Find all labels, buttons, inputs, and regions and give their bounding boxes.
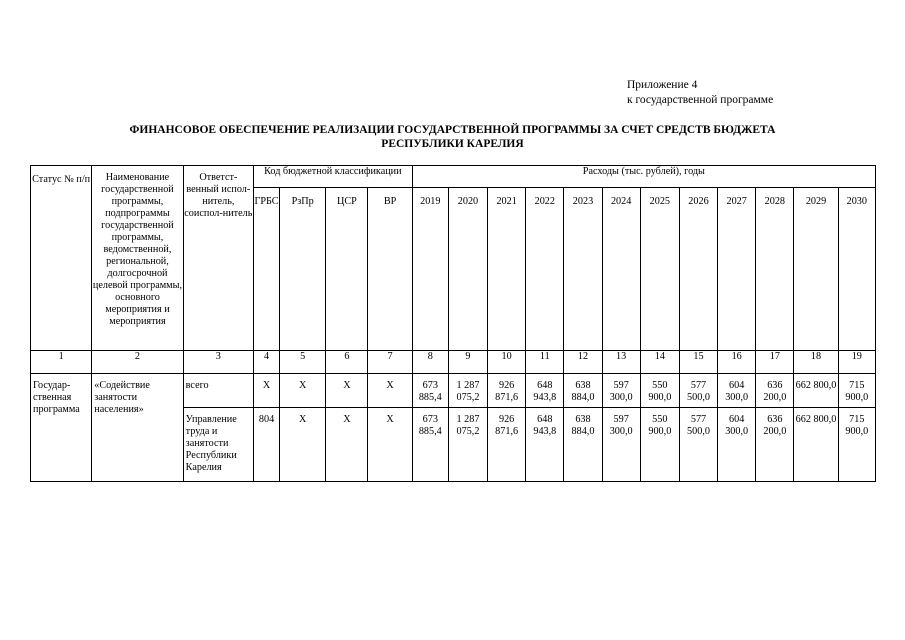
expense-cell: 577 500,0 [679,374,717,408]
expense-cell: 673 885,4 [412,408,448,482]
header-expenses-group: Расходы (тыс. рублей), годы [412,166,875,188]
appendix-line-2: к государственной программе [627,94,774,106]
column-number: 6 [326,351,368,374]
expense-cell: 662 800,0 [794,408,838,482]
header-responsible: Ответст-венный испол-нитель, соиспол-нитель [183,166,253,351]
column-number: 8 [412,351,448,374]
expense-cell: 550 900,0 [640,374,679,408]
expense-cell: 636 200,0 [756,374,794,408]
table-row [31,374,876,408]
expense-cell: 673 885,4 [412,374,448,408]
header-year: 2020 [448,188,487,351]
kbk-cell: Х [326,408,368,482]
header-year: 2026 [679,188,717,351]
expense-cell: 577 500,0 [679,408,717,482]
header-year: 2023 [564,188,602,351]
expense-cell: 1 287 075,2 [448,374,487,408]
kbk-cell: Х [280,408,326,482]
header-year: 2024 [602,188,640,351]
column-number: 1 [31,351,92,374]
header-year: 2019 [412,188,448,351]
header-year: 2028 [756,188,794,351]
kbk-cell: Х [326,374,368,408]
financing-table [30,165,876,482]
expense-cell: 636 200,0 [756,408,794,482]
document-title [0,123,905,151]
appendix-header [627,78,773,108]
header-year: 2022 [526,188,564,351]
document-title-line-2: РЕСПУБЛИКИ КАРЕЛИЯ [381,138,524,150]
column-number: 18 [794,351,838,374]
appendix-line-1: Приложение 4 [627,79,698,91]
header-year: 2027 [718,188,756,351]
column-number: 5 [280,351,326,374]
column-number: 2 [92,351,183,374]
expense-cell: 638 884,0 [564,374,602,408]
kbk-cell: Х [368,374,412,408]
column-number: 9 [448,351,487,374]
column-number: 19 [838,351,875,374]
column-number: 10 [488,351,526,374]
column-number: 14 [640,351,679,374]
expense-cell: 926 871,6 [488,408,526,482]
column-number: 11 [526,351,564,374]
expense-cell: 648 943,8 [526,408,564,482]
header-year: 2021 [488,188,526,351]
expense-cell: 604 300,0 [718,408,756,482]
column-number-row [31,351,876,374]
header-kbk-csr: ЦСР [326,188,368,351]
header-kbk-grbs: ГРБС [253,188,279,351]
header-year: 2030 [838,188,875,351]
column-number: 4 [253,351,279,374]
header-name: Наименование государственной программы, подпрограммы государственной программы, ведомственной, региональной, долгосрочной целевой программы, основного мероприятия и мероприятия [92,166,183,351]
column-number: 13 [602,351,640,374]
expense-cell: 597 300,0 [602,408,640,482]
expense-cell: 926 871,6 [488,374,526,408]
expense-cell: 715 900,0 [838,374,875,408]
expense-cell: 638 884,0 [564,408,602,482]
expense-cell: 715 900,0 [838,408,875,482]
program-name: «Содействие занятости населения» [92,374,183,482]
column-number: 16 [718,351,756,374]
program-status: Государ-ственная программа [31,374,92,482]
responsible-cell: всего [183,374,253,408]
header-year: 2029 [794,188,838,351]
expense-cell: 597 300,0 [602,374,640,408]
header-row [31,166,876,188]
kbk-cell: Х [280,374,326,408]
kbk-cell: Х [253,374,279,408]
header-status: Статус № п/п [31,166,92,351]
column-number: 3 [183,351,253,374]
header-kbk-vr: ВР [368,188,412,351]
column-number: 7 [368,351,412,374]
responsible-cell: Управление труда и занятости Республики Карелия [183,408,253,482]
expense-cell: 550 900,0 [640,408,679,482]
column-number: 17 [756,351,794,374]
kbk-cell: 804 [253,408,279,482]
header-kbk-group: Код бюджетной классификации [253,166,412,188]
column-number: 15 [679,351,717,374]
expense-cell: 648 943,8 [526,374,564,408]
header-year: 2025 [640,188,679,351]
kbk-cell: Х [368,408,412,482]
expense-cell: 604 300,0 [718,374,756,408]
document-title-line-1: ФИНАНСОВОЕ ОБЕСПЕЧЕНИЕ РЕАЛИЗАЦИИ ГОСУДАРСТВЕННОЙ ПРОГРАММЫ ЗА СЧЕТ СРЕДСТВ БЮДЖЕТА [129,124,776,136]
expense-cell: 662 800,0 [794,374,838,408]
expense-cell: 1 287 075,2 [448,408,487,482]
header-kbk-rzpr: РзПр [280,188,326,351]
column-number: 12 [564,351,602,374]
